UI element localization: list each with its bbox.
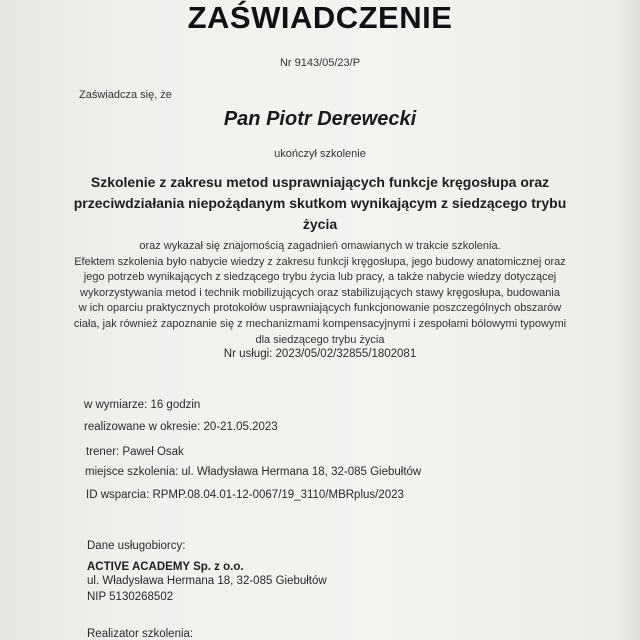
service-number: Nr usługi: 2023/05/02/32855/1802081 — [223, 348, 417, 360]
provider-address: ul. Władysława Hermana 18, 32-085 Giebułtów — [87, 575, 327, 587]
recipient-name: Pan Piotr Derewecki — [223, 108, 417, 130]
certifies-text: Zaświadcza się, że — [79, 89, 172, 101]
realizer-heading: Realizator szkolenia: — [87, 628, 194, 640]
provider-nip: NIP 5130268502 — [87, 591, 174, 603]
certificate-number: Nr 9143/05/23/P — [279, 57, 361, 69]
description-line: Efektem szkolenia było nabycie wiedzy z zakresu funkcji kręgosłupa, jego budowy anatomicznej oraz — [74, 255, 566, 268]
description-line: wykorzystywania metod i technik mobilizujących oraz stabilizujących stawy kręgosłupa, budowania — [80, 286, 560, 299]
provider-heading: Dane usługobiorcy: — [87, 540, 186, 552]
description-line: dla siedzącego trybu życia — [255, 333, 385, 346]
description-line: w ich oparciu praktycznych protokołów usprawniających funkcjonowanie poszczególnych obszarów — [78, 302, 562, 315]
training-location: miejsce szkolenia: ul. Władysława Hermana 18, 32-085 Giebułtów — [85, 466, 422, 478]
document-title: ZAŚWIADCZENIE — [187, 0, 453, 35]
description-line: ciała, jak również zapoznanie się z mechanizmami kompensacyjnymi i zespołami bólowymi typowymi — [73, 317, 567, 330]
course-title-line: przeciwdziałania niepożądanym skutkom wynikającym z siedzącego trybu — [73, 195, 567, 211]
course-title — [60, 172, 580, 235]
course-description — [40, 239, 600, 348]
support-id: ID wsparcia: RPMP.08.04.01-12-0067/19_3110/MBRplus/2023 — [86, 489, 404, 501]
description-line: oraz wykazał się znajomością zagadnień omawianych w trakcie szkolenia. — [139, 240, 501, 252]
training-period: realizowane w okresie: 20-21.05.2023 — [84, 421, 278, 433]
trainer-name: trener: Paweł Osak — [86, 446, 184, 458]
training-hours: w wymiarze: 16 godzin — [84, 399, 201, 411]
completed-text: ukończył szkolenie — [274, 148, 366, 160]
provider-name: ACTIVE ACADEMY Sp. z o.o. — [87, 561, 244, 573]
description-line: jego potrzeb wynikających z siedzącego trybu życia lub pracy, a także nabycie wiedzy dotyczącej — [83, 271, 557, 284]
course-title-line: Szkolenie z zakresu metod usprawniających funkcje kręgosłupa oraz — [90, 174, 550, 190]
course-title-line: życia — [302, 216, 338, 232]
